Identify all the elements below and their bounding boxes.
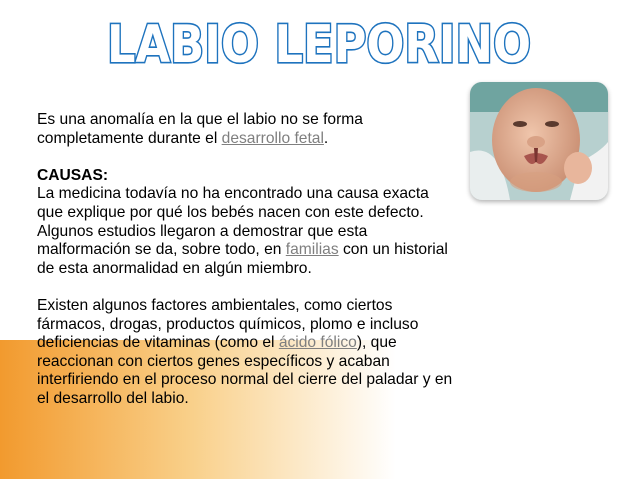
factors-paragraph: [37, 297, 457, 409]
causes-text: La medicina todavía no ha encontrado una causa exacta que explique por qué los bebés nacen con este defecto. Algunos estudios llegaron a demostrar que esta malformación se da, sobre todo, en: [37, 185, 429, 259]
causes-heading: CAUSAS:: [37, 166, 109, 184]
familias-link[interactable]: familias: [285, 241, 339, 259]
baby-cleft-lip-photo: [470, 82, 608, 200]
causes-text-end: con un historial de esta anormalidad en algún miembro.: [37, 241, 448, 277]
factors-text-end: ), que reaccionan con ciertos genes específicos y acaban interfiriendo en el proceso normal del cierre del paladar y en el desarrollo del labio.: [37, 334, 453, 407]
slide-title-graphic: [0, 12, 638, 72]
intro-text: Es una anomalía en la que el labio no se forma completamente durante el: [37, 111, 363, 147]
spacer: [37, 148, 457, 167]
intro-paragraph: [37, 111, 457, 148]
slide-title-text: LABIO LEPORINO: [107, 15, 531, 72]
intro-text-end: .: [323, 129, 329, 147]
slide-body: [37, 111, 457, 409]
slide-title: [0, 12, 638, 72]
spacer: [37, 278, 457, 297]
acido-folico-link[interactable]: ácido fólico: [278, 334, 357, 352]
factors-text: Existen algunos factores ambientales, como ciertos fármacos, drogas, productos químicos, plomo e incluso deficiencias de vitaminas (como el: [37, 296, 419, 352]
desarrollo-fetal-link[interactable]: desarrollo fetal: [221, 129, 324, 147]
causes-paragraph: [37, 185, 457, 278]
